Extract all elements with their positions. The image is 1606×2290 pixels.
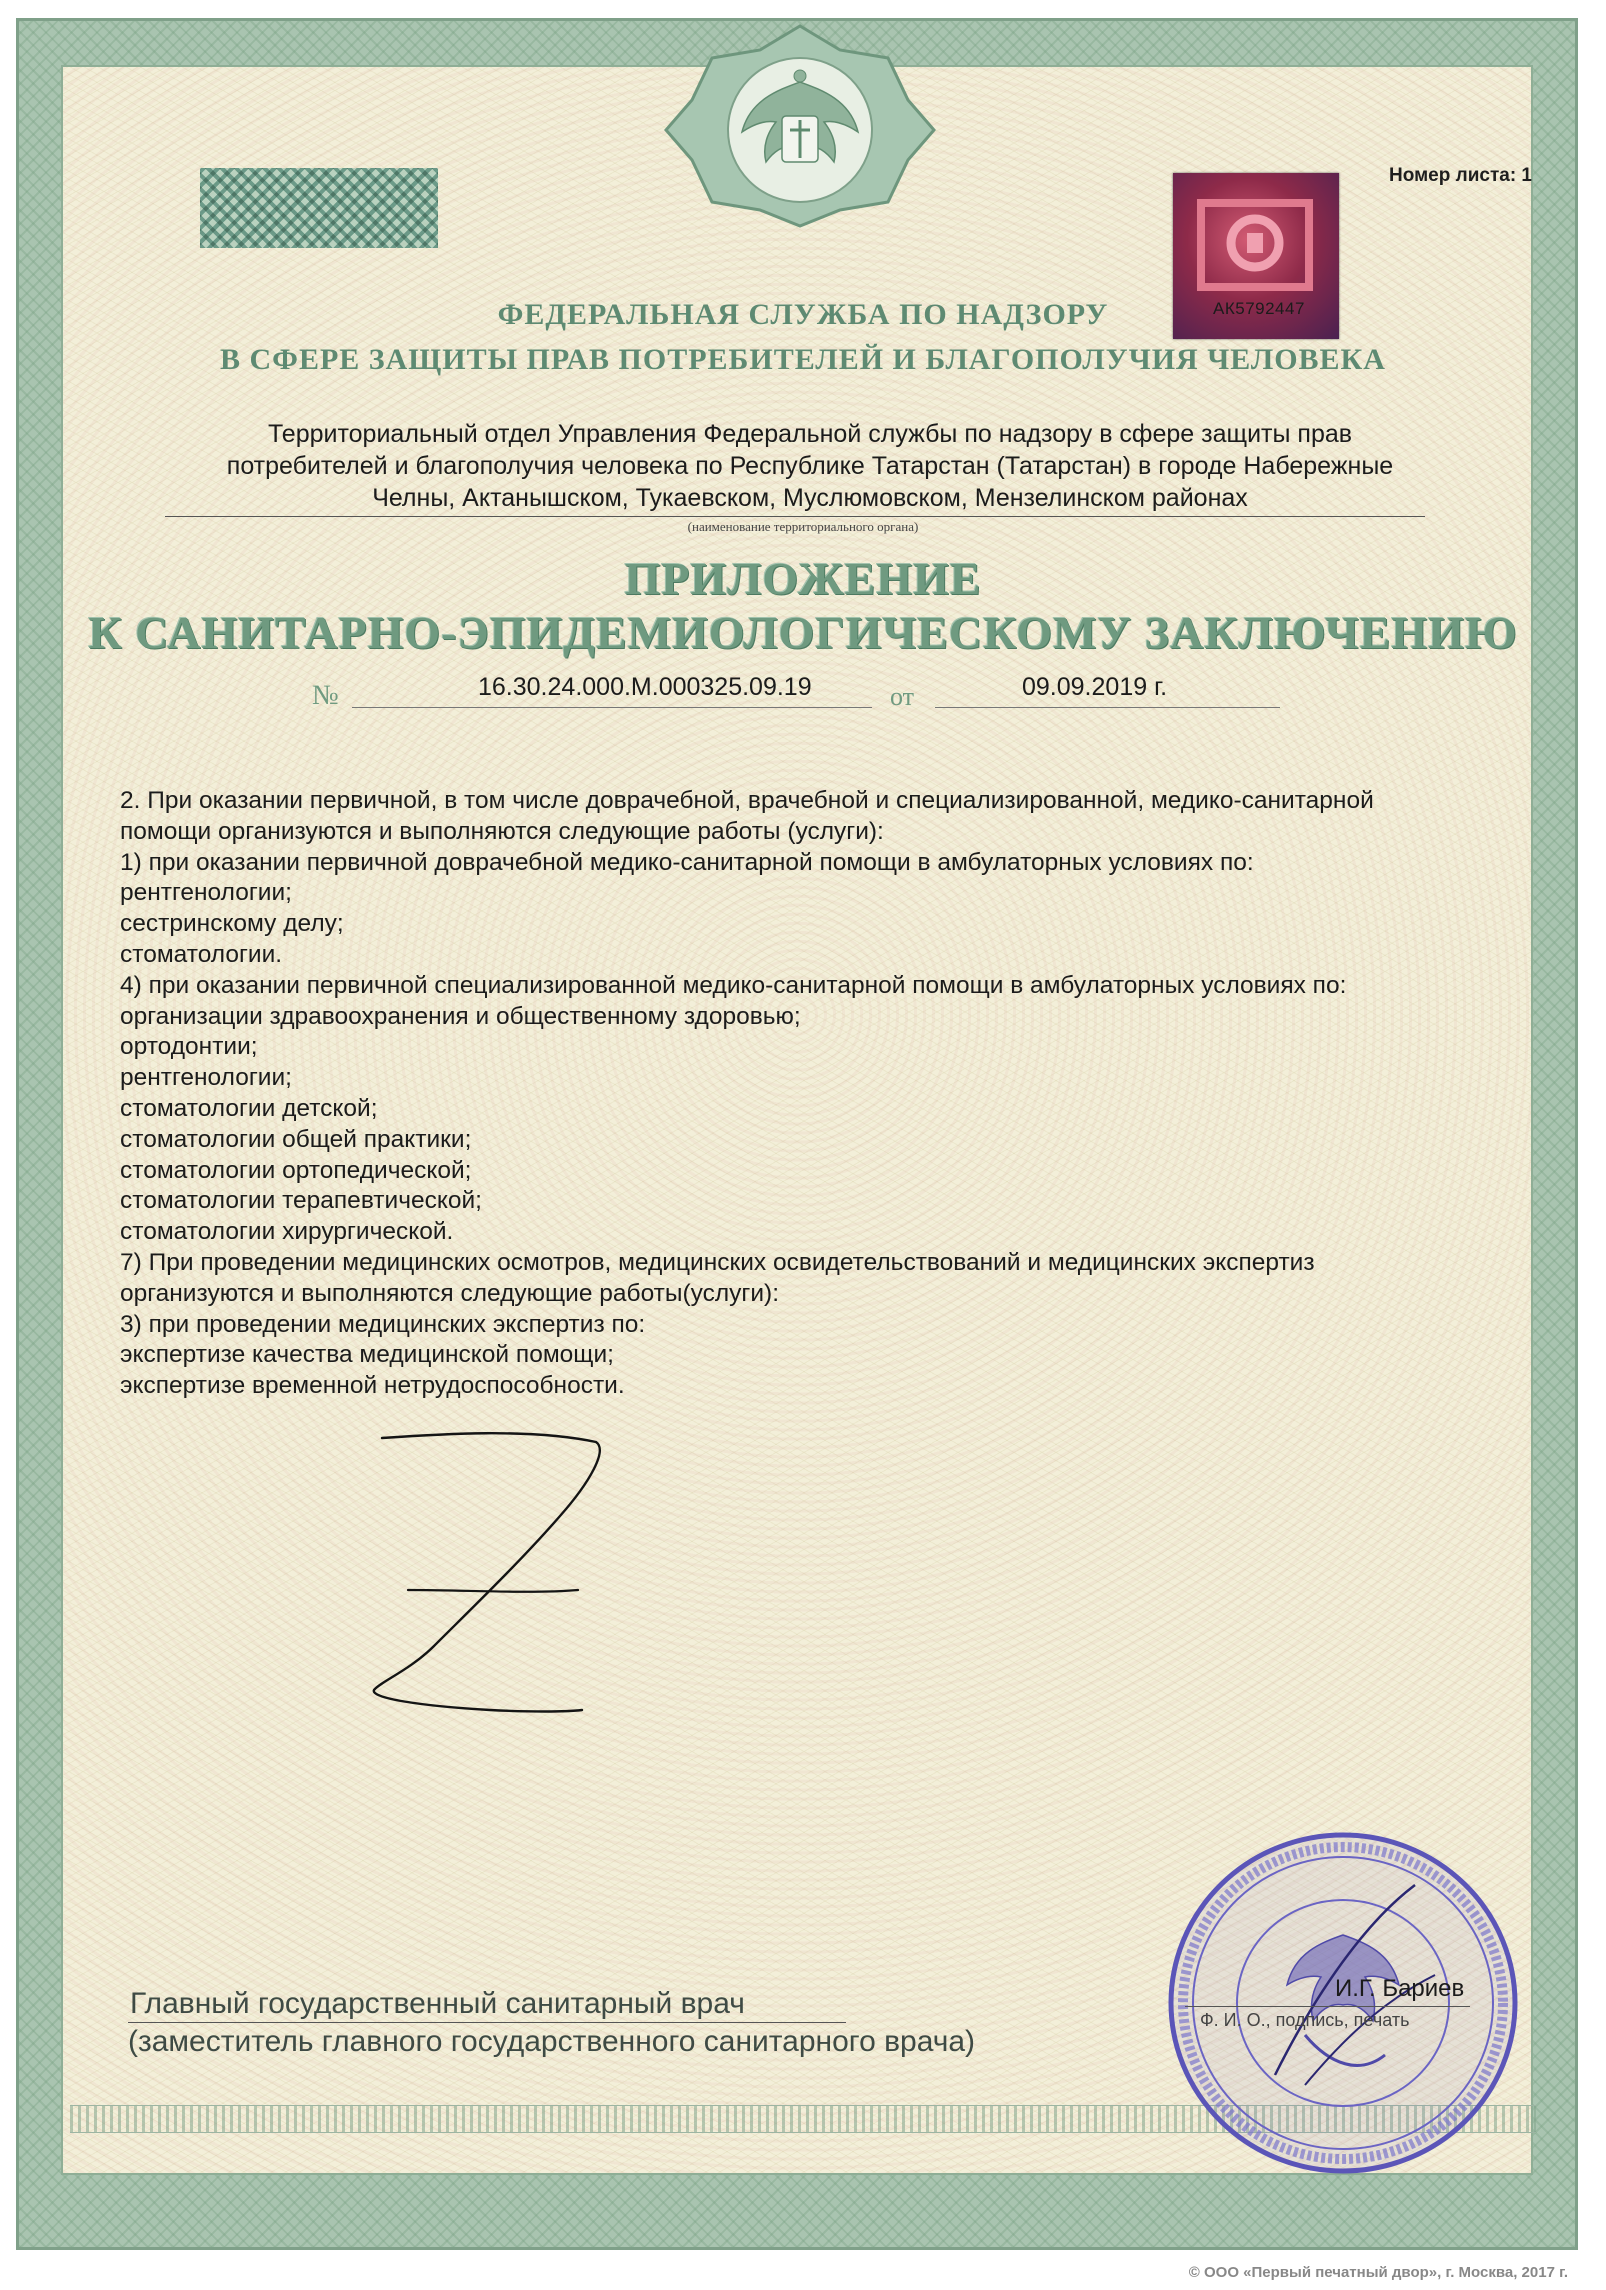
printer-imprint: © ООО «Первый печатный двор», г. Москва, 2017 г. xyxy=(1188,2264,1568,2281)
territorial-line: Челны, Актанышском, Тукаевском, Муслюмовском, Мензелинском районах xyxy=(372,484,1248,512)
body-line: экспертизе качества медицинской помощи; xyxy=(120,1341,614,1369)
body-line: 1) при оказании первичной доврачебной медико-санитарной помощи в амбулаторных условиях по: xyxy=(120,848,1254,876)
signer-name: И.Г. Бариев xyxy=(1335,1975,1465,2002)
signatory-position-deputy: (заместитель главного государственного санитарного врача) xyxy=(128,2025,976,2058)
territorial-caption: (наименование территориального органа) xyxy=(687,519,919,534)
body-line: рентгенологии; xyxy=(120,879,292,907)
body-line: 7) При проведении медицинских осмотров, медицинских освидетельствований и медицинских экспертиз xyxy=(120,1248,1315,1276)
conclusion-number: 16.30.24.000.М.000325.09.19 xyxy=(478,673,812,701)
body-line: стоматологии детской; xyxy=(120,1094,378,1122)
signatory-position: Главный государственный санитарный врач xyxy=(130,1987,745,2020)
body-line: 3) при проведении медицинских экспертиз по: xyxy=(120,1310,646,1338)
body-line: экспертизе временной нетрудоспособности. xyxy=(120,1372,625,1400)
number-underline xyxy=(352,707,872,708)
body-line: стоматологии терапевтической; xyxy=(120,1187,482,1215)
divider xyxy=(165,516,1425,517)
body-line: 4) при оказании первичной специализированной медико-санитарной помощи в амбулаторных условиях по: xyxy=(120,971,1347,999)
date-underline xyxy=(935,707,1280,708)
body-line: помощи организуются и выполняются следующие работы (услуги): xyxy=(120,817,884,845)
agency-title-line1: ФЕДЕРАЛЬНАЯ СЛУЖБА ПО НАДЗОРУ xyxy=(497,298,1109,331)
hologram-number: АК5792447 xyxy=(1213,299,1305,318)
number-label: № xyxy=(312,680,339,711)
body-line: стоматологии общей практики; xyxy=(120,1125,472,1153)
territorial-line: потребителей и благополучия человека по Республике Татарстан (Татарстан) в городе Набережные xyxy=(226,452,1394,480)
body-line: рентгенологии; xyxy=(120,1064,292,1092)
signer-caption: Ф. И. О., подпись, печать xyxy=(1200,2010,1410,2030)
document-title: ПРИЛОЖЕНИЕ xyxy=(624,553,982,604)
conclusion-date: 09.09.2019 г. xyxy=(1022,673,1168,701)
position-underline xyxy=(128,2022,846,2023)
territorial-body xyxy=(160,418,1460,514)
body-line: организуются и выполняются следующие работы(услуги): xyxy=(120,1279,780,1307)
sheet-number: Номер листа: 1 xyxy=(1389,165,1532,186)
z-mark-signature xyxy=(360,1420,660,1730)
emblem-medallion-icon xyxy=(650,20,950,230)
territorial-line: Территориальный отдел Управления Федеральной службы по надзору в сфере защиты прав xyxy=(267,420,1353,448)
date-label: от xyxy=(890,682,915,711)
body-line: стоматологии ортопедической; xyxy=(120,1156,472,1184)
security-pattern xyxy=(200,168,438,248)
body-line: ортодонтии; xyxy=(120,1033,258,1061)
signer-underline xyxy=(1185,2006,1470,2007)
agency-title-line2: В СФЕРЕ ЗАЩИТЫ ПРАВ ПОТРЕБИТЕЛЕЙ И БЛАГОПОЛУЧИЯ ЧЕЛОВЕКА xyxy=(220,343,1386,376)
body-line: 2. При оказании первичной, в том числе доврачебной, врачебной и специализированной, медико-санитарной xyxy=(120,787,1374,814)
document-subtitle: К САНИТАРНО-ЭПИДЕМИОЛОГИЧЕСКОМУ ЗАКЛЮЧЕНИЮ xyxy=(88,607,1518,658)
body-line: организации здравоохранения и общественному здоровью; xyxy=(120,1002,801,1030)
body-line: стоматологии хирургической. xyxy=(120,1218,454,1246)
body-text xyxy=(120,786,1540,1402)
body-line: стоматологии. xyxy=(120,940,283,968)
body-line: сестринскому делу; xyxy=(120,910,344,938)
